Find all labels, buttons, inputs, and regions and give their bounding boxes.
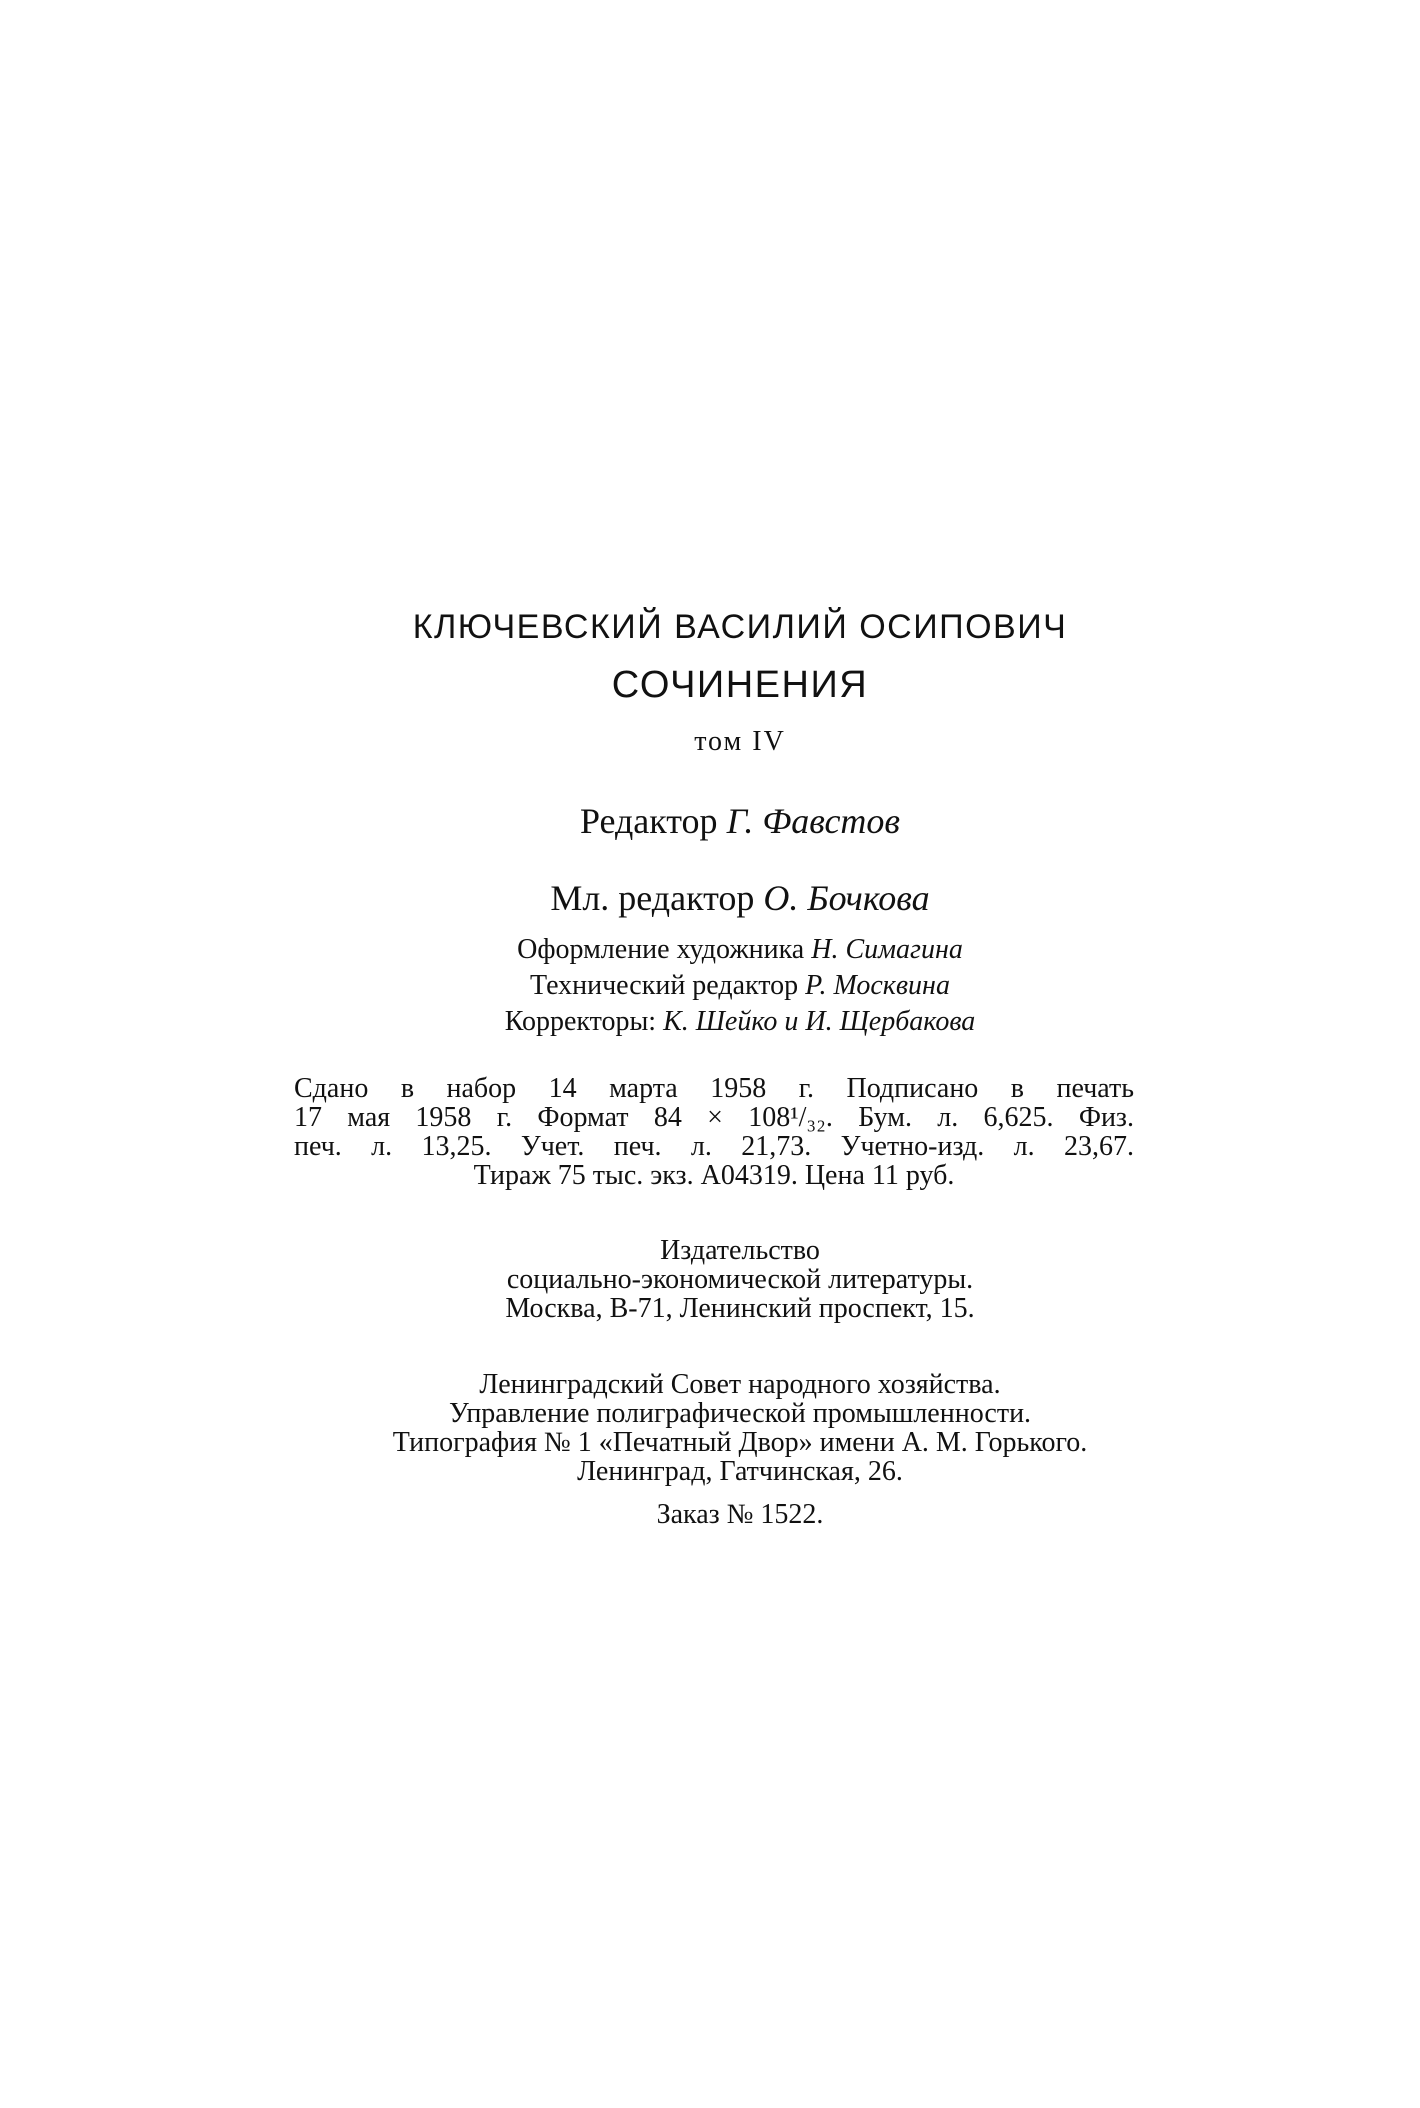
print-line-3: печ. л. 13,25. Учет. печ. л. 21,73. Учетно-изд. л. 23,67. <box>294 1131 1134 1162</box>
editor-name: Г. Фавстов <box>726 801 901 841</box>
printer-line-2: Управление полиграфической промышленности. <box>448 1398 1032 1429</box>
proofreaders-label: Корректоры: <box>504 1006 657 1037</box>
print-line-1: Сдано в набор 14 марта 1958 г. Подписано в печать <box>294 1073 1134 1104</box>
print-line-4: Тираж 75 тыс. экз. А04319. Цена 11 руб. <box>473 1160 955 1191</box>
proofreaders-and: и <box>784 1006 799 1037</box>
printer-block <box>0 1370 1420 1529</box>
print-details <box>294 1074 1134 1190</box>
publisher-block <box>0 1236 1420 1323</box>
design-name: Н. Симагина <box>811 934 963 965</box>
printer-line-4: Ленинград, Гатчинская, 26. <box>577 1456 903 1487</box>
printer-line-3: Типография № 1 «Печатный Двор» имени А. М. Горького. <box>392 1427 1088 1458</box>
volume-label: том IV <box>694 726 786 757</box>
tech-editor-credit <box>0 970 1420 1002</box>
editor-label: Редактор <box>579 801 718 841</box>
design-label: Оформление художника <box>517 934 805 965</box>
tech-editor-name: Р. Москвина <box>805 970 950 1001</box>
tech-editor-label: Технический редактор <box>530 970 799 1001</box>
publisher-line-2: социально-экономической литературы. <box>506 1264 974 1295</box>
design-credit <box>0 934 1420 966</box>
author-name: КЛЮЧЕВСКИЙ ВАСИЛИЙ ОСИПОВИЧ <box>412 608 1068 646</box>
publisher-line-3: Москва, В-71, Ленинский проспект, 15. <box>505 1293 975 1324</box>
proofreader-1-name: К. Шейко <box>663 1006 778 1037</box>
print-line-2: 17 мая 1958 г. Формат 84 × 108¹/₃₂. Бум. л. 6,625. Физ. <box>294 1102 1134 1133</box>
printer-line-1: Ленинградский Совет народного хозяйства. <box>479 1369 1001 1400</box>
junior-editor-name: О. Бочкова <box>763 878 930 918</box>
publisher-line-1: Издательство <box>660 1235 820 1266</box>
editor-credit <box>0 800 1420 842</box>
proofreaders-credit <box>0 1006 1420 1038</box>
junior-editor-label: Мл. редактор <box>550 878 755 918</box>
junior-editor-credit <box>0 877 1420 919</box>
order-number: Заказ № 1522. <box>656 1499 824 1530</box>
proofreader-2-name: И. Щербакова <box>805 1006 976 1037</box>
book-title: СОЧИНЕНИЯ <box>611 664 869 706</box>
